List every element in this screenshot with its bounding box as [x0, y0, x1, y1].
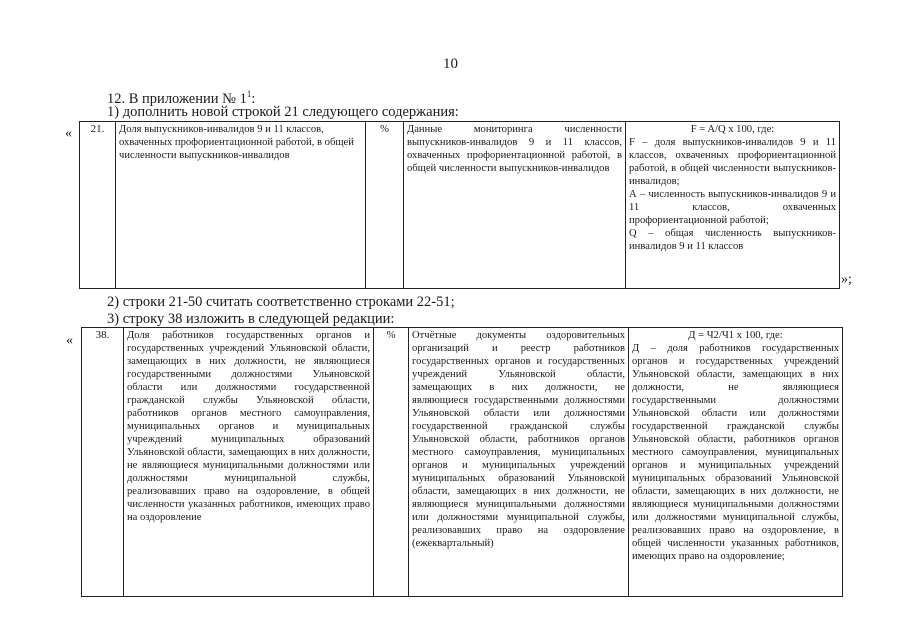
indicator-cell: Доля работников государственных органов и государственных учреждений Ульяновской области, замещающих в них должности, не являющиеся государственными должностями Ульяновской области или должностями государственной гражданской службы Ульяновской области, работников органов местного самоуправления, муниципальных органов и муниципальных учреждений муниципальных образований Ульяновской области, замещающих в них должности, не являющиеся муниципальными должностями или должностями муниципальной службы, реализовавших право на оздоровление, в общей численности указанных работников, имеющих право на оздоровление: [124, 328, 374, 597]
section-heading-text: 12. В приложении № 1: [107, 90, 247, 107]
indicator-cell: Доля выпускников-инвалидов 9 и 11 классов, охваченных профориентационной работой, в общей численности выпускников-инвалидов: [116, 122, 366, 289]
open-quote-1: «: [65, 126, 72, 141]
row-21-table: [79, 121, 840, 289]
table-row: [82, 328, 843, 597]
item-1-text: 1) дополнить новой строкой 21 следующего содержания:: [107, 104, 459, 120]
row-number: 21.: [80, 122, 116, 289]
open-quote-2: «: [66, 333, 73, 348]
item-3-text: 3) строку 38 изложить в следующей редакции:: [107, 311, 395, 327]
source-cell: Отчётные документы оздоровительных организаций и реестр работников государственных органов и государственных учреждений Ульяновской области, замещающих в них должности, не являющиеся государственными должностями Ульяновской области или должностями государственной гражданской службы Ульяновской области, работников органов местного самоуправления, муниципальных органов и муниципальных учреждений муниципальных образований Ульяновской области, замещающих в них должности, не являющиеся муниципальными должностями или должностями муниципальной службы, реализовавших право на оздоровление (ежеквартальный): [409, 328, 629, 597]
row-number: 38.: [82, 328, 124, 597]
unit-cell: %: [374, 328, 409, 597]
section-heading-colon: :: [251, 90, 256, 107]
formula-cell: [626, 122, 840, 289]
formula-head: Д = Ч2/Ч1 х 100, где:: [688, 330, 783, 341]
close-quote: »;: [841, 272, 852, 287]
page-number: 10: [443, 56, 458, 72]
formula-line: А – численность выпускников-инвалидов 9 и 11 классов, охваченных профориентационной работой;: [629, 189, 836, 226]
formula-head: F = A/Q х 100, где:: [690, 124, 775, 135]
formula-cell: [629, 328, 843, 597]
section-heading-superscript: 1: [246, 89, 252, 99]
item-2-text: 2) строки 21-50 считать соответственно строками 22-51;: [107, 294, 455, 310]
formula-line: Д – доля работников государственных органов и государственных учреждений Ульяновской области, замещающих в них должности, не являющиеся государственными должностями Ульяновской области или должностями государственной гражданской службы Ульяновской области, работников органов местного самоуправления, муниципальных органов и муниципальных учреждений муниципальных образований Ульяновской области, замещающих в них должности, не являющиеся муниципальными должностями или должностями муниципальной службы, реализовавших право на оздоровление, в общей численности указанных работников, имеющих право на оздоровление;: [632, 343, 839, 562]
formula-line: Q – общая численность выпускников-инвалидов 9 и 11 классов: [629, 228, 836, 252]
unit-cell: %: [366, 122, 404, 289]
formula-line: F – доля выпускников-инвалидов 9 и 11 классов, охваченных профориентационной работой, в общей численности выпускников-инвалидов;: [629, 137, 836, 187]
row-38-table: [81, 327, 843, 597]
table-row: [80, 122, 840, 289]
source-cell: Данные мониторинга численности выпускников-инвалидов 9 и 11 классов, охваченных профориентационной работой, в общей численности выпускников-инвалидов: [404, 122, 626, 289]
